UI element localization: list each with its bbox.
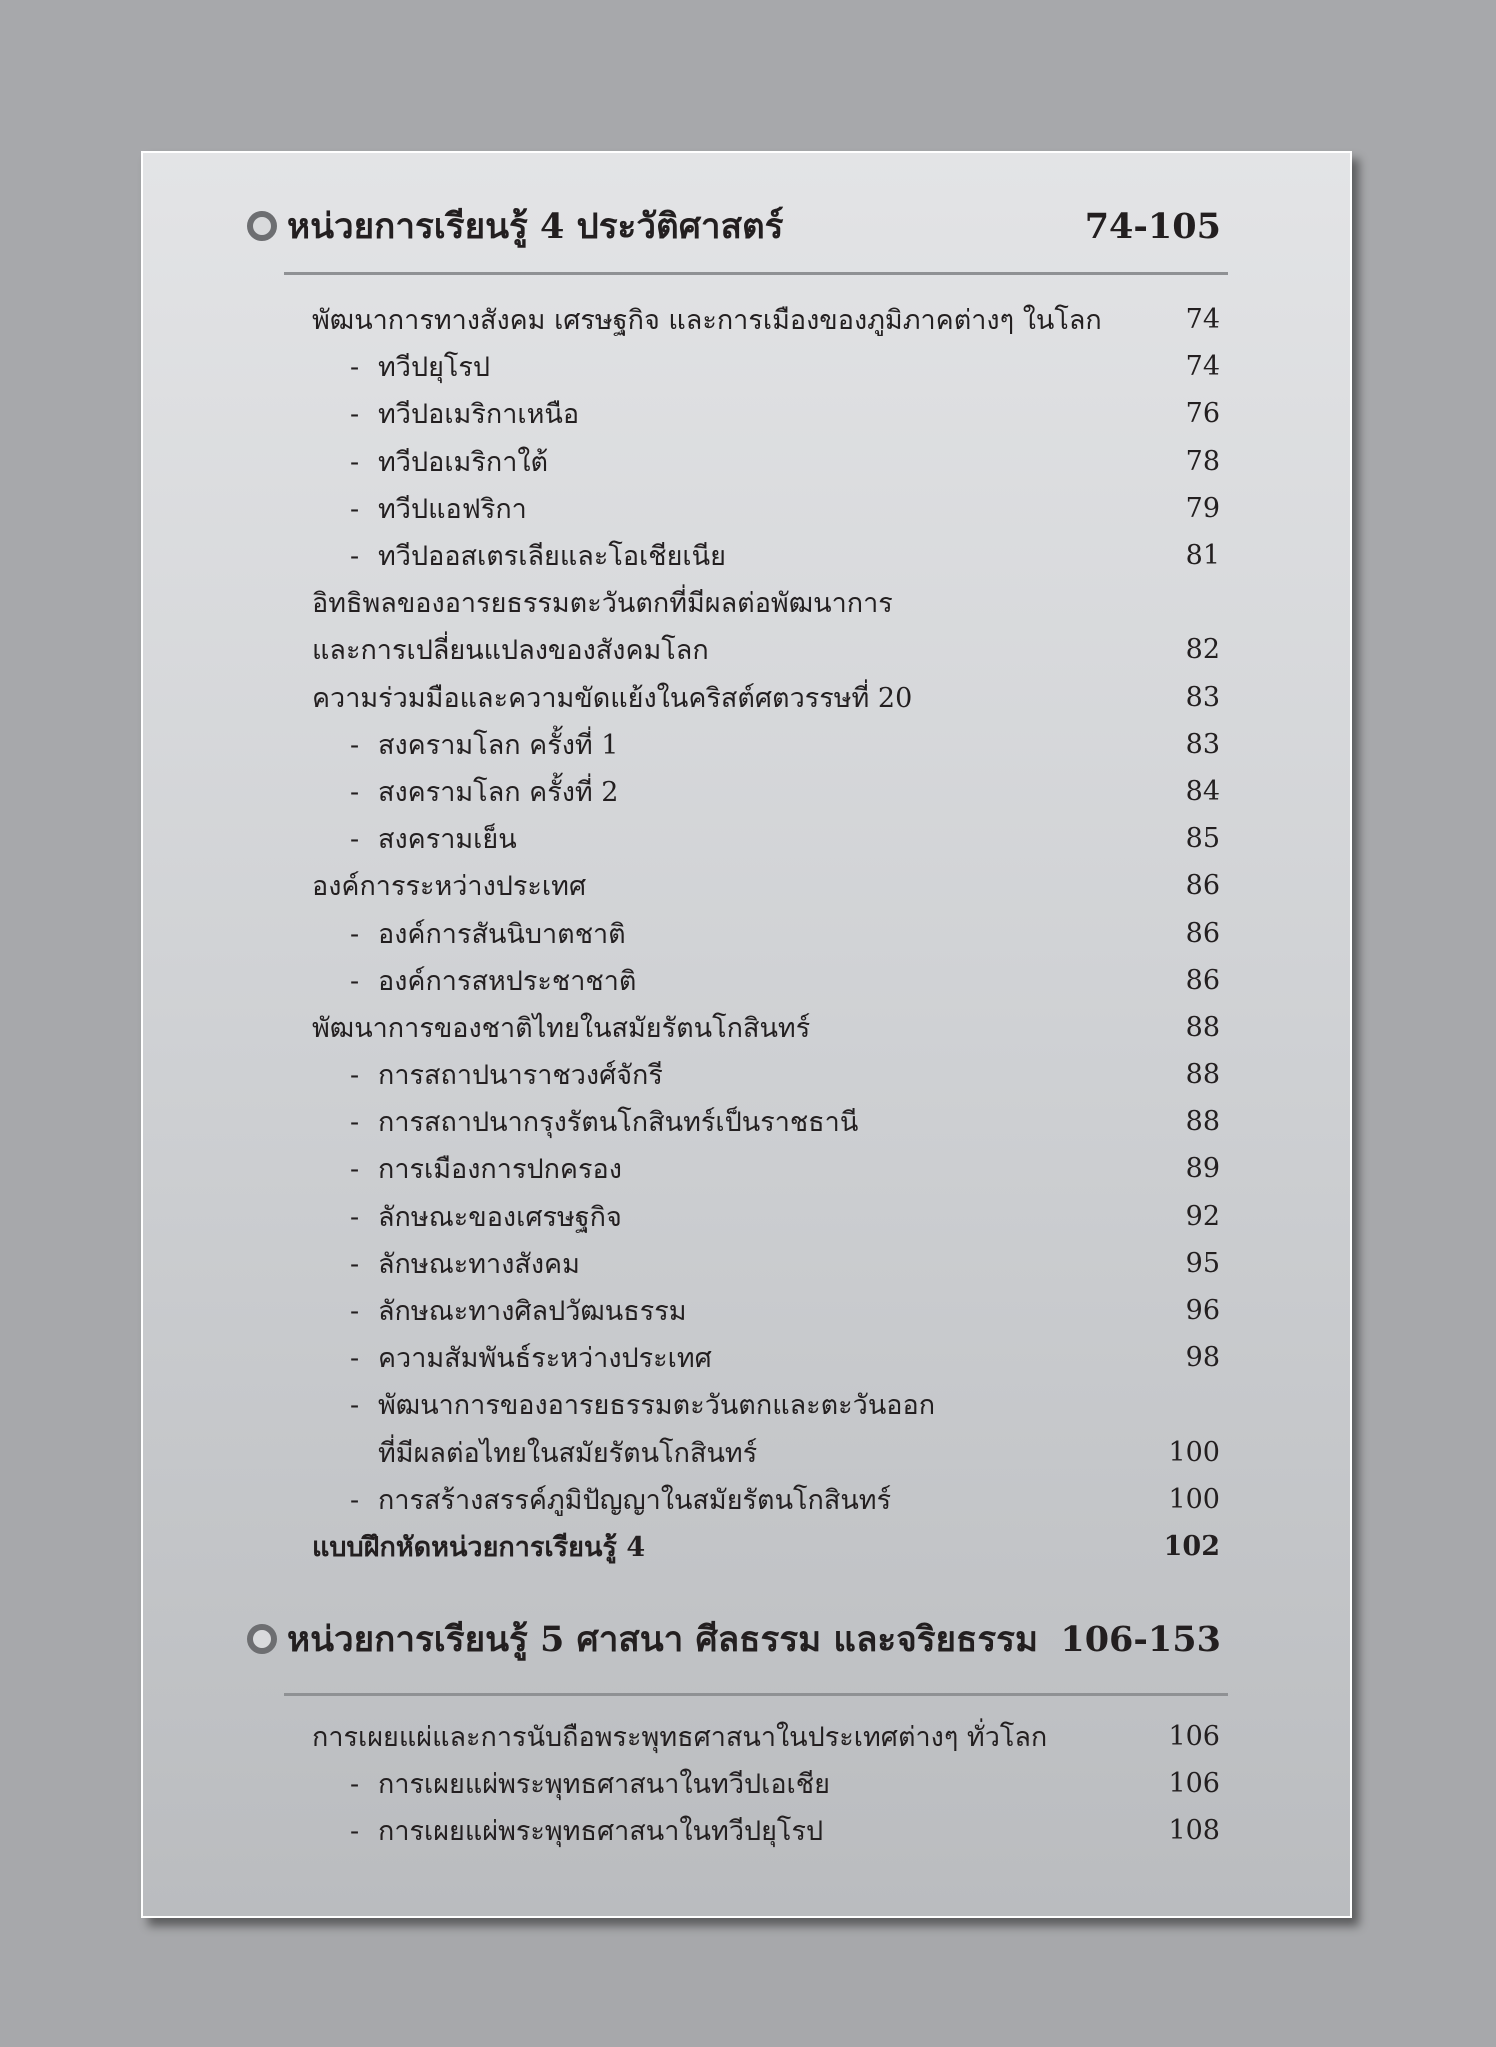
toc-entry-label: สงครามโลก ครั้งที่ 2 xyxy=(378,776,619,808)
toc-entry xyxy=(312,1476,1220,1523)
toc-entry xyxy=(312,1098,1220,1145)
toc-entry xyxy=(312,438,1220,485)
bullet-icon xyxy=(247,1624,277,1654)
toc-entry xyxy=(312,862,1220,909)
toc-entry-label: พัฒนาการของชาติไทยในสมัยรัตนโกสินทร์ xyxy=(312,1012,811,1044)
toc-entry-title xyxy=(312,1336,1160,1379)
toc-entry-label: องค์การระหว่างประเทศ xyxy=(312,871,587,903)
toc-entry xyxy=(312,1334,1220,1381)
unit-5-heading xyxy=(247,1609,1221,1669)
toc-entry-label: และการเปลี่ยนแปลงของสังคมโลก xyxy=(312,635,709,667)
toc-entry-label: ทวีปออสเตรเลียและโอเชียเนีย xyxy=(378,541,726,573)
toc-entry xyxy=(312,768,1220,815)
toc-entry-title xyxy=(312,1715,1160,1758)
toc-entry xyxy=(312,721,1220,768)
unit-4-heading xyxy=(247,196,1221,256)
toc-entry-page: 88 xyxy=(1185,1059,1220,1091)
toc-entry-title xyxy=(312,1525,1160,1568)
toc-entry-title xyxy=(312,1809,1160,1852)
toc-entry-label: อิทธิพลของอารยธรรมตะวันตกที่มีผลต่อพัฒนาการ xyxy=(312,588,893,620)
toc-entry-page: 95 xyxy=(1185,1247,1220,1279)
toc-entry-page: 74 xyxy=(1185,304,1220,336)
toc-dash: - xyxy=(350,1248,360,1280)
toc-entry xyxy=(312,296,1220,343)
toc-dash: - xyxy=(350,446,360,478)
toc-entry xyxy=(312,626,1220,673)
toc-entry-title xyxy=(312,912,1160,955)
toc-entry-page: 106 xyxy=(1168,1768,1220,1800)
toc-entry-label: ที่มีผลต่อไทยในสมัยรัตนโกสินทร์ xyxy=(378,1437,758,1469)
toc-entry-title xyxy=(312,864,1160,907)
unit-5-title: หน่วยการเรียนรู้ 5 ศาสนา ศีลธรรม และจริยธรรม xyxy=(287,1618,1039,1660)
toc-entry-label: ทวีปอเมริกาใต้ xyxy=(378,446,549,478)
toc-entry-page: 100 xyxy=(1168,1436,1220,1468)
toc-entry-page: 86 xyxy=(1185,870,1220,902)
toc-entry-page: 100 xyxy=(1168,1483,1220,1515)
toc-entry-page: 78 xyxy=(1185,445,1220,477)
unit-4-title: หน่วยการเรียนรู้ 4 ประวัติศาสตร์ xyxy=(287,205,784,247)
toc-entry-title xyxy=(312,1100,1160,1143)
toc-entry-label: ลักษณะทางศิลปวัฒนธรรม xyxy=(378,1296,687,1328)
toc-entry xyxy=(312,957,1220,1004)
toc-entry xyxy=(312,1004,1220,1051)
toc-entry xyxy=(312,1381,1220,1428)
toc-entry-title xyxy=(312,1242,1160,1285)
toc-dash: - xyxy=(350,1769,360,1801)
toc-entry-page: 86 xyxy=(1185,964,1220,996)
toc-entry-label: ทวีปยุโรป xyxy=(378,352,491,384)
toc-entry-page: 82 xyxy=(1185,634,1220,666)
toc-dash: - xyxy=(350,1390,360,1422)
toc-entry xyxy=(312,1429,1220,1476)
toc-entry xyxy=(312,1523,1220,1570)
toc-dash: - xyxy=(350,1484,360,1516)
toc-entry-label: ทวีปแอฟริกา xyxy=(378,493,527,525)
toc-entry-page: 102 xyxy=(1163,1530,1220,1562)
toc-entry-title xyxy=(312,817,1160,860)
toc-entry-page: 76 xyxy=(1185,398,1220,430)
toc-dash: - xyxy=(350,776,360,808)
toc-entry-page: 88 xyxy=(1185,1011,1220,1043)
toc-entry-title xyxy=(312,1478,1160,1521)
toc-dash: - xyxy=(350,1343,360,1375)
toc-entry-label: การสร้างสรรค์ภูมิปัญญาในสมัยรัตนโกสินทร์ xyxy=(378,1484,892,1516)
toc-entry-label: การเผยแผ่พระพุทธศาสนาในทวีปยุโรป xyxy=(378,1816,824,1848)
toc-entry xyxy=(312,909,1220,956)
toc-dash: - xyxy=(350,1060,360,1092)
toc-entry xyxy=(312,815,1220,862)
toc-entry-label: การเผยแผ่พระพุทธศาสนาในทวีปเอเชีย xyxy=(378,1769,830,1801)
toc-dash: - xyxy=(350,1201,360,1233)
toc-entry-page: 83 xyxy=(1185,681,1220,713)
unit-4-divider xyxy=(284,272,1228,275)
toc-entry-label: พัฒนาการทางสังคม เศรษฐกิจ และการเมืองของภูมิภาคต่างๆ ในโลก xyxy=(312,305,1102,337)
toc-entry-label: ความร่วมมือและความขัดแย้งในคริสต์ศตวรรษที่ 20 xyxy=(312,682,913,714)
toc-entry-page: 84 xyxy=(1185,775,1220,807)
toc-entry xyxy=(312,343,1220,390)
toc-entry-title xyxy=(312,298,1160,341)
toc-entry xyxy=(312,532,1220,579)
toc-entry-title xyxy=(312,628,1160,671)
toc-entry xyxy=(312,1145,1220,1192)
unit-4-page-range: 74-105 xyxy=(1084,205,1221,247)
toc-entry-title xyxy=(312,440,1160,483)
unit-4-entries xyxy=(312,296,1220,1570)
toc-entry-page: 96 xyxy=(1185,1295,1220,1327)
toc-entry xyxy=(312,1760,1220,1807)
toc-dash: - xyxy=(350,352,360,384)
toc-entry-title xyxy=(312,1289,1160,1332)
toc-entry-title xyxy=(312,1195,1160,1238)
toc-entry xyxy=(312,1051,1220,1098)
toc-dash: - xyxy=(350,493,360,525)
toc-entry-page: 79 xyxy=(1185,492,1220,524)
toc-entry-page: 83 xyxy=(1185,728,1220,760)
toc-dash: - xyxy=(350,824,360,856)
toc-entry-title xyxy=(312,534,1160,577)
toc-entry-page: 74 xyxy=(1185,351,1220,383)
toc-entry-page: 92 xyxy=(1185,1200,1220,1232)
toc-entry-title xyxy=(312,1006,1160,1049)
toc-entry-label: ทวีปอเมริกาเหนือ xyxy=(378,399,580,431)
toc-entry-title xyxy=(312,770,1160,813)
toc-dash: - xyxy=(350,1816,360,1848)
toc-entry-title xyxy=(312,676,1160,719)
toc-entry-page: 108 xyxy=(1168,1815,1220,1847)
toc-entry-title xyxy=(312,345,1160,388)
toc-entry-title xyxy=(312,1762,1160,1805)
toc-entry-title xyxy=(312,959,1160,1002)
toc-entry-label: ความสัมพันธ์ระหว่างประเทศ xyxy=(378,1343,712,1375)
toc-entry-page: 85 xyxy=(1185,823,1220,855)
toc-dash: - xyxy=(350,399,360,431)
toc-entry xyxy=(312,1807,1220,1854)
unit-5-entries xyxy=(312,1713,1220,1855)
toc-entry-page: 86 xyxy=(1185,917,1220,949)
toc-entry-label: องค์การสหประชาชาติ xyxy=(378,965,637,997)
unit-5-divider xyxy=(284,1693,1228,1696)
toc-dash: - xyxy=(350,918,360,950)
toc-entry-page: 89 xyxy=(1185,1153,1220,1185)
toc-dash: - xyxy=(350,965,360,997)
toc-entry-page: 88 xyxy=(1185,1106,1220,1138)
toc-entry xyxy=(312,390,1220,437)
toc-entry-label: พัฒนาการของอารยธรรมตะวันตกและตะวันออก xyxy=(378,1390,936,1422)
toc-entry-label: การสถาปนากรุงรัตนโกสินทร์เป็นราชธานี xyxy=(378,1107,859,1139)
toc-entry-label: การเผยแผ่และการนับถือพระพุทธศาสนาในประเทศต่างๆ ทั่วโลก xyxy=(312,1722,1048,1754)
toc-entry-label: แบบฝึกหัดหน่วยการเรียนรู้ 4 xyxy=(312,1531,646,1563)
toc-dash: - xyxy=(350,541,360,573)
toc-entry-title xyxy=(312,723,1160,766)
bullet-icon xyxy=(247,211,277,241)
toc-entry xyxy=(312,579,1220,626)
toc-entry-label: การเมืองการปกครอง xyxy=(378,1154,622,1186)
toc-entry-label: องค์การสันนิบาตชาติ xyxy=(378,918,626,950)
toc-dash: - xyxy=(350,1154,360,1186)
toc-entry-title xyxy=(312,1053,1160,1096)
toc-dash: - xyxy=(350,1296,360,1328)
toc-entry-title xyxy=(312,581,1160,624)
toc-entry-page: 106 xyxy=(1168,1721,1220,1753)
toc-dash: - xyxy=(350,729,360,761)
unit-5-page-range: 106-153 xyxy=(1060,1618,1221,1660)
toc-page xyxy=(141,151,1352,1918)
toc-entry-title xyxy=(312,487,1160,530)
toc-entry xyxy=(312,674,1220,721)
toc-entry xyxy=(312,1240,1220,1287)
toc-entry-label: ลักษณะของเศรษฐกิจ xyxy=(378,1201,622,1233)
toc-entry xyxy=(312,1713,1220,1760)
toc-entry-label: ลักษณะทางสังคม xyxy=(378,1248,580,1280)
toc-dash: - xyxy=(350,1107,360,1139)
toc-entry-label: สงครามเย็น xyxy=(378,824,517,856)
toc-entry-title xyxy=(312,1383,1160,1426)
toc-entry-title xyxy=(312,1147,1160,1190)
toc-entry-label: สงครามโลก ครั้งที่ 1 xyxy=(378,729,619,761)
toc-entry-page: 81 xyxy=(1185,540,1220,572)
toc-entry-page: 98 xyxy=(1185,1342,1220,1374)
toc-entry xyxy=(312,485,1220,532)
toc-entry xyxy=(312,1193,1220,1240)
toc-entry-label: การสถาปนาราชวงศ์จักรี xyxy=(378,1060,663,1092)
toc-entry xyxy=(312,1287,1220,1334)
toc-entry-title xyxy=(312,1431,1160,1474)
toc-entry-title xyxy=(312,392,1160,435)
